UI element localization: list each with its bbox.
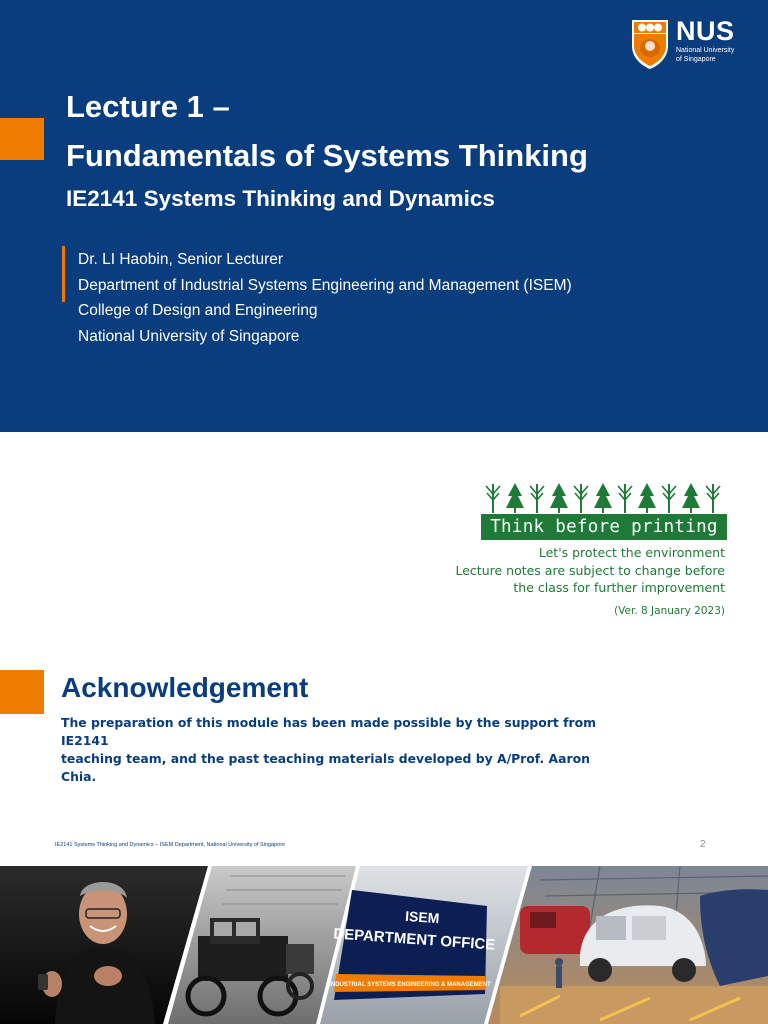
assembly-line-photo [488,866,768,1024]
slide-footer: IE2141 Systems Thinking and Dynamics – ISEM Department, National University of Singapore [55,842,286,848]
sign-line-1: ISEM [404,907,440,927]
think-before-printing-banner [481,480,727,540]
nus-wordmark: NUS [676,16,735,46]
orange-accent-tab [0,670,44,714]
author-department: Department of Industrial Systems Engineering and Management (ISEM) [78,276,572,294]
lecture-number: Lecture 1 – [66,89,230,124]
ack-line-1: The preparation of this module has been made possible by the support from IE2141 [61,715,597,748]
trees-icon [481,480,727,514]
env-note-line-1: Let's protect the environment [538,545,725,560]
author-university: National University of Singapore [78,327,300,345]
nus-logo [630,18,750,70]
module-subtitle: IE2141 Systems Thinking and Dynamics [66,186,495,211]
page-number: 2 [700,839,706,850]
author-college: College of Design and Engineering [78,302,318,319]
sign-line-2: DEPARTMENT OFFICE [332,925,496,954]
photo-collage [0,866,768,1024]
logo-subtitle-line-2: of Singapore [676,56,716,63]
environment-notes [455,544,725,620]
logo-subtitle-line-1: National University [676,47,735,54]
nus-logo-subtitle [676,46,734,64]
acknowledgement-heading: Acknowledgement [61,672,309,703]
think-before-printing-text: Think before printing [481,514,727,540]
env-note-line-3: the class for further improvement [513,580,725,595]
orange-accent-tab [0,118,44,160]
photo-collage-graphic [0,866,768,1024]
author-accent-bar [62,246,65,302]
title-slide [0,0,768,432]
env-note-line-2: Lecture notes are subject to change before [455,562,725,578]
nus-crest-icon [630,18,670,70]
acknowledgement-text [61,714,621,786]
version-date: (Ver. 8 January 2023) [614,604,725,617]
sign-strip-text: INDUSTRIAL SYSTEMS ENGINEERING & MANAGEMENT [329,982,491,988]
ack-line-2: teaching team, and the past teaching materials developed by A/Prof. Aaron Chia. [61,751,590,784]
author-name: Dr. LI Haobin, Senior Lecturer [78,251,284,268]
acknowledgement-slide [0,432,768,866]
lecture-title: Fundamentals of Systems Thinking [66,138,588,173]
author-info [78,249,572,351]
